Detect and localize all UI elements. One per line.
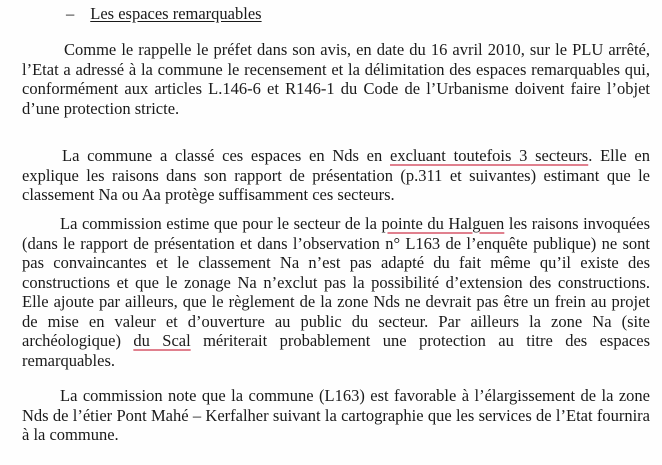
heading-title: Les espaces remarquables <box>90 4 262 23</box>
paragraph-commission-estime <box>22 214 650 370</box>
highlight-du-scal: du Scal <box>133 331 191 350</box>
paragraph-3-before: La commission estime que pour le secteur de la <box>60 214 382 233</box>
highlight-pointe-halguen: pointe du Halguen <box>381 214 505 233</box>
paragraph-3-middle: les raisons invoquées (dans le rapport de présentation et dans l’observation n° L163 de l’enquête publique) ne sont pas convaincantes et le classement Na n’est pas adapté du fait même qu’il existe des constructions et que le zonage Na n’exclut pas la possibilité d’extension des constructions. Elle ajoute par ailleurs, que le règlement de la zone Nds ne devrait pas être un frein au projet de mise en valeur et d’ouverture au public du secteur. Par ailleurs la zone Na (site archéologique) <box>22 214 650 350</box>
paragraph-4-text: La commission note que la commune (L163) est favorable à l’élargissement de la zone Nds de l’étier Pont Mahé – Kerfalher suivant la cartographie que les services de l’Etat fournira à la commune. <box>22 386 650 444</box>
paragraph-2-after: . Elle en explique les raisons dans son rapport de présentation (p.311 et suivantes) estimant que le classement Na ou Aa protège suffisamment ces secteurs. <box>22 146 650 204</box>
section-heading <box>66 4 262 24</box>
paragraph-2-before: La commune a classé ces espaces en Nds en <box>62 146 390 165</box>
paragraph-1-text: Comme le rappelle le préfet dans son avis, en date du 16 avril 2010, sur le PLU arrêté, l’Etat a adressé à la commune le recensement et la délimitation des espaces remarquables qui, conformément aux articles L.146-6 et R146-1 du Code de l’Urbanisme doivent faire l’objet d’une protection stricte. <box>22 40 650 118</box>
highlight-excluant-secteurs: excluant toutefois 3 secteurs <box>390 146 589 165</box>
paragraph-commission-note <box>22 386 650 445</box>
paragraph-prefet-avis <box>22 40 650 118</box>
paragraph-classement-nds <box>22 146 650 205</box>
paragraph-3-after: mériterait probablement une protection au titre des espaces remarquables. <box>22 331 650 370</box>
heading-dash: – <box>66 4 75 23</box>
